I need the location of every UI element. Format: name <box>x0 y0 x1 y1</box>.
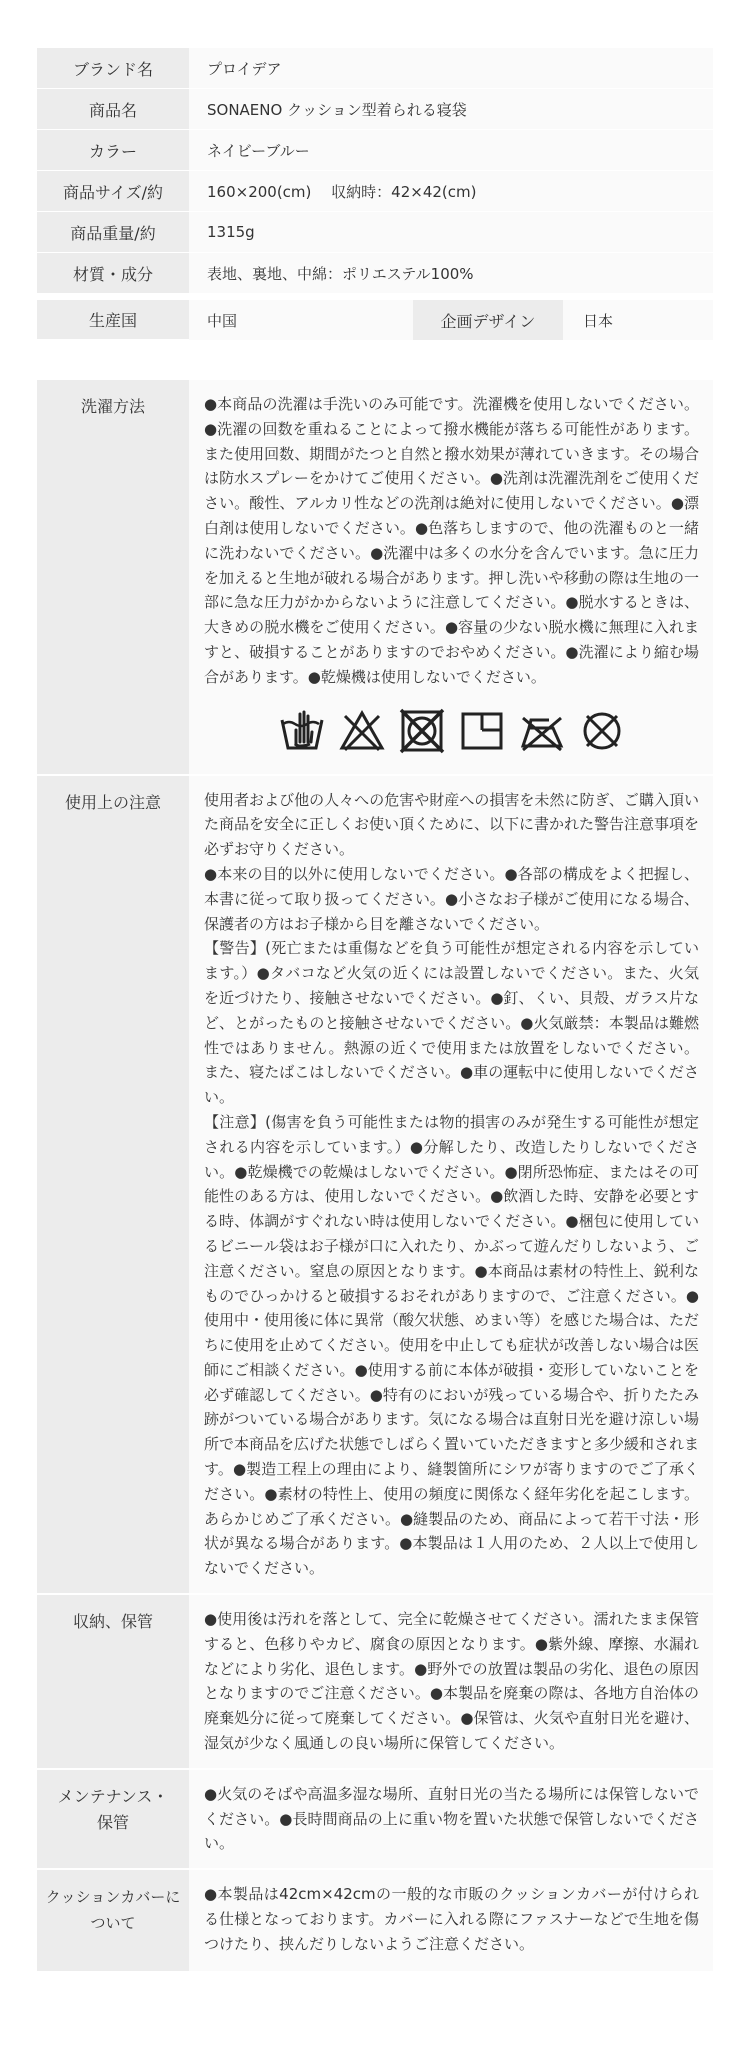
care-text <box>189 1595 713 1768</box>
no-dry-clean-icon <box>579 708 625 754</box>
spec-label: 生産国 <box>37 300 189 340</box>
spec-row-color <box>37 130 713 171</box>
care-label <box>37 1870 189 1970</box>
spec-label: 商品重量/約 <box>37 212 189 253</box>
usage-warning: 【警告】(死亡または重傷などを負う可能性が想定される内容を示しています。）●タバコなど火気の近くには設置しないでください。また、火気を近づけたり、接触させないでください。●釘、くい、貝殻、ガラス片など、とがったものと接触させないでください。●火気厳禁：本製品は難燃性ではありません。熱源の近くで使用または放置をしないでください。また、寝たばこはしないでください。●車の運転中に使用しないでください。 <box>204 939 699 1107</box>
care-text <box>189 776 713 1594</box>
wash-text: ●本商品の洗濯は手洗いのみ可能です。洗濯機を使用しないでください。●洗濯の回数を重ねることによって撥水機能が落ちる可能性があります。また使用回数、期間がたつと自然と撥水効果が薄れていきます。その場合は防水スプレーをかけてご使用ください。●洗剤は洗濯洗剤をご使用ください。酸性、アルカリ性などの洗剤は絶対に使用しないでください。●漂白剤は使用しないでください。●色落ちしますので、他の洗濯ものと一緒に洗わないでください。●洗濯中は多くの水分を含んでいます。急に圧力を加えると生地が破れる場合があります。押し洗いや移動の際は生地の一部に急な圧力がかからないように注意してください。●脱水するときは、大きめの脱水機をご使用ください。●容量の少ない脱水機に無理に入れますと、破損することがありますのでおやめください。●洗濯により縮む場合があります。●乾燥機は使用しないでください。 <box>204 395 699 686</box>
spec-value: 160×200(cm) 収納時：42×42(cm) <box>189 171 713 212</box>
spec-label: ブランド名 <box>37 48 189 89</box>
no-tumble-dry-icon <box>399 708 445 754</box>
spec-value: ネイビーブルー <box>189 130 713 171</box>
care-label-line: クッションカバーに <box>45 1888 181 1907</box>
care-row-cushion-cover <box>37 1870 713 1972</box>
care-table <box>37 380 713 1973</box>
storage-text: ●使用後は汚れを落として、完全に乾燥させてください。濡れたまま保管すると、色移りやカビ、腐食の原因となります。●紫外線、摩擦、水漏れなどにより劣化、退色します。●野外での放置は製品の劣化、退色の原因となりますのでご注意ください。●本製品を廃棄の際は、各地方自治体の廃棄処分に従って廃棄してください。●保管は、火気や直射日光を避け、湿気が少なく風通しの良い場所に保管してください。 <box>204 1610 699 1753</box>
care-row-maintenance <box>37 1770 713 1870</box>
spec-value: 中国 <box>189 300 413 340</box>
spec-row-weight <box>37 212 713 253</box>
care-row-wash <box>37 380 713 776</box>
hand-wash-icon <box>279 708 325 754</box>
spec-row-material <box>37 253 713 294</box>
spec-value: 1315g <box>189 212 713 253</box>
spec-value: 日本 <box>563 300 713 340</box>
spec-label: 材質・成分 <box>37 253 189 294</box>
line-dry-icon <box>459 708 505 754</box>
care-label: 収納、保管 <box>37 1595 189 1768</box>
care-label: 使用上の注意 <box>37 776 189 1594</box>
maintenance-text: ●火気のそばや高温多湿な場所、直射日光の当たる場所には保管しないでください。●長時間商品の上に重い物を置いた状態で保管しないでください。 <box>204 1784 699 1853</box>
care-label-line: メンテナンス・ <box>57 1786 169 1806</box>
care-label-line: ついて <box>90 1914 136 1933</box>
no-iron-icon <box>519 708 565 754</box>
cushion-cover-text: ●本製品は42cm×42cmの一般的な市販のクッションカバーが付けられる仕様となっております。カバーに入れる際にファスナーなどで生地を傷つけたり、挟んだりしないようご注意ください。 <box>204 1885 699 1953</box>
care-row-storage <box>37 1595 713 1770</box>
no-bleach-icon <box>339 708 385 754</box>
care-text <box>189 1770 713 1868</box>
care-text <box>189 1870 713 1970</box>
care-label-line: 保管 <box>96 1812 129 1832</box>
care-row-usage <box>37 776 713 1596</box>
spec-label: 商品名 <box>37 89 189 130</box>
spec-value: プロイデア <box>189 48 713 89</box>
spec-label: 企画デザイン <box>413 300 563 340</box>
spec-label: カラー <box>37 130 189 171</box>
spec-row-brand <box>37 48 713 89</box>
spec-value: SONAENO クッション型着られる寝袋 <box>189 89 713 130</box>
usage-general: ●本来の目的以外に使用しないでください。●各部の構成をよく把握し、本書に従って取り扱ってください。●小さなお子様がご使用になる場合、保護者の方はお子様から目を離さないでください。 <box>204 864 699 933</box>
spec-row-product-name <box>37 89 713 130</box>
spec-value: 表地、裏地、中綿：ポリエステル100% <box>189 253 713 294</box>
spec-table <box>37 48 713 340</box>
laundry-symbols <box>204 708 699 754</box>
spec-row-size <box>37 171 713 212</box>
care-label: 洗濯方法 <box>37 380 189 774</box>
usage-intro: 使用者および他の人々への危害や財産への損害を未然に防ぎ、ご購入頂いた商品を安全に正しくお使い頂くために、以下に書かれた警告注意事項を必ずお守りください。 <box>204 790 700 859</box>
spec-label: 商品サイズ/約 <box>37 171 189 212</box>
care-label <box>37 1770 189 1868</box>
care-text <box>189 380 713 774</box>
usage-caution: 【注意】(傷害を負う可能性または物的損害のみが発生する可能性が想定される内容を示しています。）●分解したり、改造したりしないでください。●乾燥機での乾燥はしないでください。●閉所恐怖症、またはその可能性のある方は、使用しないでください。●飲酒した時、安静を必要とする時、体調がすぐれない時は使用しないでください。●梱包に使用しているビニール袋はお子様が口に入れたり、かぶって遊んだりしないよう、ご注意ください。窒息の原因となります。●本商品は素材の特性上、鋭利なものでひっかけると破損するおそれがありますので、ご注意ください。●使用中・使用後に体に異常（酸欠状態、めまい等）を感じた場合は、ただちに使用を止めてください。使用を中止しても症状が改善しない場合は医師にご相談ください。●使用する前に本体が破損・変形していないことを必ず確認してください。●特有のにおいが残っている場合や、折りたたみ跡がついている場合があります。気になる場合は直射日光を避け涼しい場所で本商品を広げた状態でしばらく置いていただきますと多少緩和されます。●製造工程上の理由により、縫製箇所にシワが寄りますのでご了承ください。●素材の特性上、使用の頻度に関係なく経年劣化を起こします。あらかじめご了承ください。●縫製品のため、商品によって若干寸法・形状が異なる場合があります。●本製品は１人用のため、２人以上で使用しないでください。 <box>204 1112 700 1578</box>
spec-row-origin <box>37 300 713 340</box>
